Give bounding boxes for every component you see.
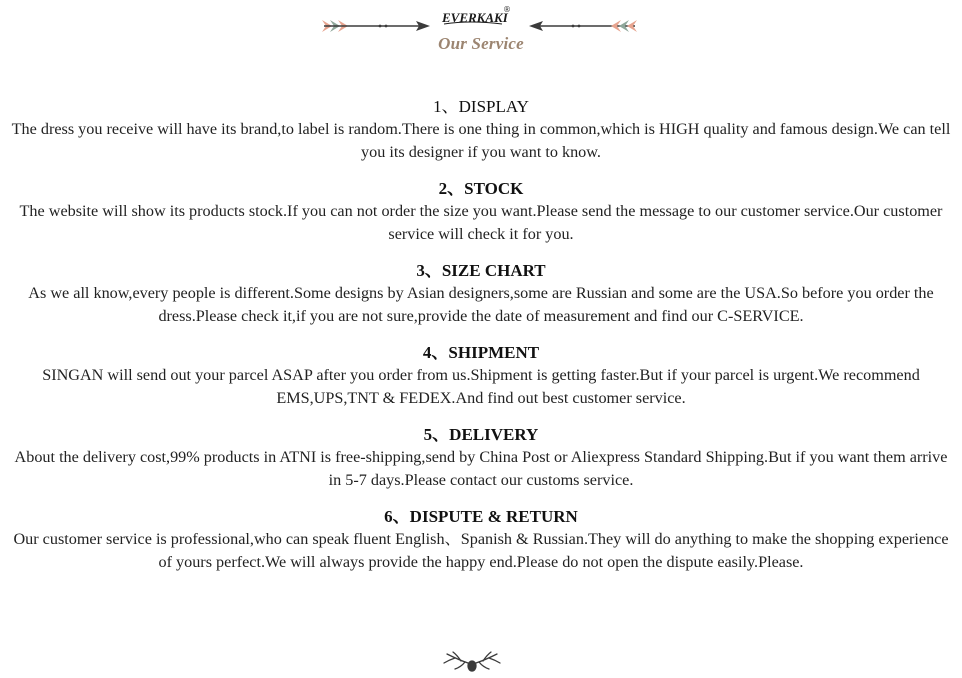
arrow-left-icon (527, 18, 639, 34)
arrow-right-icon (320, 18, 432, 34)
section-dispute-return (0, 506, 962, 574)
section-heading: 4、SHIPMENT (422, 343, 540, 362)
section-heading: 2、STOCK (438, 179, 524, 198)
section-body: Our customer service is professional,who can speak fluent English、Spanish & Russian.They will do anything to make the shopping experience of yours perfect.We will always provide the happy end.Please do not open the dispute easily.Please. (13, 530, 949, 571)
page-header (0, 0, 962, 70)
section-stock (0, 178, 962, 246)
registered-mark: ® (503, 5, 511, 14)
section-body: The website will show its products stock.If you can not order the size you want.Please send the message to our customer service.Our customer service will check it for you. (19, 202, 943, 243)
section-heading: 3、SIZE CHART (416, 261, 546, 280)
section-delivery (0, 424, 962, 492)
antler-ornament-icon (441, 650, 503, 676)
section-size-chart (0, 260, 962, 328)
section-body: SINGAN will send out your parcel ASAP after you order from us.Shipment is getting faster.But if your parcel is urgent.We recommend EMS,UPS,TNT & FEDEX.And find out best customer service. (42, 366, 920, 407)
brand-logo (440, 4, 512, 28)
service-sections (0, 96, 962, 588)
service-title: Our Service (438, 34, 524, 53)
section-body: The dress you receive will have its brand,to label is random.There is one thing in common,which is HIGH quality and famous design.We can tell you its designer if you want to know. (11, 120, 951, 161)
section-display (0, 96, 962, 164)
brand-name: EVERKAKI (442, 10, 508, 25)
section-body: About the delivery cost,99% products in ATNI is free-shipping,send by China Post or Aliexpress Standard Shipping.But if you want them arrive in 5-7 days.Please contact our customs service. (14, 448, 948, 489)
section-shipment (0, 342, 962, 410)
section-body: As we all know,every people is different.Some designs by Asian designers,some are Russian and some are the USA.So before you order the dress.Please check it,if you are not sure,provide the date of measurement and find our C-SERVICE. (28, 284, 934, 325)
section-heading: 1、DISPLAY (433, 97, 529, 116)
section-heading: 5、DELIVERY (423, 425, 539, 444)
section-heading: 6、DISPUTE & RETURN (384, 507, 578, 526)
